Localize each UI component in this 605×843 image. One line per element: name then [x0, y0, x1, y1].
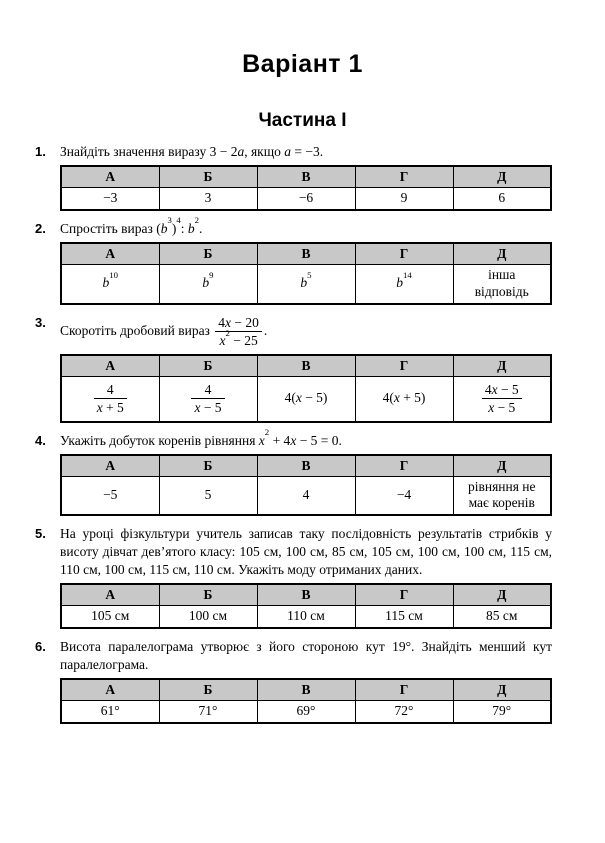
- answer-header-cell: В: [257, 455, 355, 477]
- fraction-denominator: $x^2 - 25$: [219, 327, 258, 349]
- answer-row: [61, 700, 551, 722]
- question-prompt: Укажіть добуток коренів рівняння $x^2 + 4x - 5 = 0$.: [60, 427, 342, 448]
- math-superscript: 5: [307, 269, 312, 280]
- question-item: [35, 215, 552, 305]
- fraction-denominator: x + 5: [96, 400, 124, 416]
- fraction-numerator: 4x − 5: [482, 382, 522, 400]
- question-item: [35, 427, 552, 517]
- math-superscript: 10: [109, 269, 118, 280]
- math-superscript: 9: [209, 269, 214, 280]
- question-item: [35, 638, 552, 724]
- math-variable: x: [225, 314, 232, 330]
- fraction-numerator: 4: [94, 382, 127, 400]
- answer-header-cell: Г: [355, 243, 453, 265]
- math-superscript: 2: [264, 427, 270, 438]
- answer-header-cell: В: [257, 355, 355, 377]
- fraction: [480, 382, 524, 416]
- answer-cell: 3: [159, 187, 257, 209]
- answer-cell: [257, 264, 355, 303]
- answer-table: [60, 678, 552, 724]
- math-variable: b: [160, 220, 168, 236]
- math-variable: b: [300, 275, 308, 291]
- question-prompt: Скоротіть дробовий вираз $\frac{4x - 20}{x^2 - 25}$ .: [60, 314, 268, 349]
- answer-header-cell: Д: [453, 166, 551, 188]
- answer-cell: [61, 376, 159, 422]
- page-title: Варіант 1: [242, 50, 363, 78]
- answer-header-cell: В: [257, 166, 355, 188]
- answer-cell: −5: [61, 476, 159, 515]
- math-variable: b: [396, 275, 403, 291]
- answer-header-cell: В: [257, 584, 355, 606]
- math-superscript: 2: [194, 215, 199, 226]
- answer-cell: 5: [159, 476, 257, 515]
- question-number: 5.: [35, 526, 46, 542]
- answer-cell: −6: [257, 187, 355, 209]
- answer-row: [61, 264, 551, 303]
- answer-header-cell: А: [61, 584, 159, 606]
- question-body: [60, 215, 552, 305]
- question-item: [35, 314, 552, 423]
- answer-cell: [453, 376, 551, 422]
- math-variable: a: [284, 144, 292, 159]
- math-variable: x: [295, 390, 302, 406]
- answer-header-cell: Д: [453, 243, 551, 265]
- answer-header-cell: Г: [355, 584, 453, 606]
- answer-header-row: [61, 455, 551, 477]
- answer-header-row: [61, 679, 551, 701]
- answer-cell: 61°: [61, 700, 159, 722]
- question-item: [35, 525, 552, 629]
- answer-cell: [159, 264, 257, 303]
- math-variable: x: [290, 432, 297, 448]
- answer-header-cell: А: [61, 243, 159, 265]
- answer-cell: 69°: [257, 700, 355, 722]
- answer-header-cell: Б: [159, 243, 257, 265]
- answer-header-row: [61, 166, 551, 188]
- answer-header-cell: Б: [159, 355, 257, 377]
- answer-cell: 85 см: [453, 606, 551, 628]
- question-prompt: Спростіть вираз $(b^3)^4$: $b^2$.: [60, 215, 203, 236]
- questions: [0, 143, 605, 724]
- question-body: [60, 525, 552, 629]
- answer-cell: 110 см: [257, 606, 355, 628]
- fraction-numerator: 4x − 20: [215, 315, 262, 333]
- question-prompt: Висота паралелограма утворює з його стороною кут 19°. Знайдіть менший кут паралелограма.: [60, 639, 552, 672]
- math-variable: x: [491, 381, 498, 397]
- question-number: 6.: [35, 639, 46, 655]
- answer-header-cell: Б: [159, 166, 257, 188]
- answer-header-cell: Д: [453, 679, 551, 701]
- math-variable: a: [237, 144, 245, 159]
- answer-header-cell: Б: [159, 584, 257, 606]
- question-item: [35, 143, 552, 211]
- fraction: [189, 382, 226, 416]
- math-variable: x: [194, 400, 201, 416]
- fraction: [213, 315, 264, 349]
- answer-cell: 79°: [453, 700, 551, 722]
- answer-cell: рівняння не має коренів: [453, 476, 551, 515]
- answer-header-row: [61, 355, 551, 377]
- answer-cell: [61, 264, 159, 303]
- question-body: [60, 427, 552, 517]
- answer-cell: [355, 264, 453, 303]
- answer-cell: 105 см: [61, 606, 159, 628]
- answer-header-cell: Д: [453, 584, 551, 606]
- question-number: 1.: [35, 144, 46, 159]
- math-variable: x: [258, 432, 265, 448]
- answer-table: [60, 454, 552, 517]
- math-superscript: 3: [167, 215, 172, 226]
- math-variable: b: [102, 275, 110, 291]
- math-variable: x: [219, 333, 226, 349]
- math-superscript: 14: [402, 269, 412, 280]
- question-number: 2.: [35, 220, 46, 236]
- answer-header-cell: В: [257, 679, 355, 701]
- answer-cell: інша відповідь: [453, 264, 551, 303]
- math-variable: x: [96, 400, 103, 416]
- math-superscript: 2: [225, 327, 230, 338]
- answer-cell: 4(x + 5): [355, 376, 453, 422]
- answer-cell: 9: [355, 187, 453, 209]
- math-variable: b: [202, 275, 210, 291]
- answer-cell: −4: [355, 476, 453, 515]
- question-body: [60, 143, 552, 211]
- section-title: Частина I: [258, 110, 347, 131]
- answer-header-row: [61, 243, 551, 265]
- answer-header-cell: Б: [159, 679, 257, 701]
- question-number: 3.: [35, 314, 46, 330]
- answer-header-cell: Г: [355, 166, 453, 188]
- answer-cell: 71°: [159, 700, 257, 722]
- answer-header-cell: Д: [453, 355, 551, 377]
- question-prompt: На уроці фізкультури учитель записав таку послідовність результатів стрибків у висоту дівчат дев’ятого класу: 105 см, 100 см, 85 см, 105 см, 100 см, 100 см, 115 см, 110 см, 100 см, 115 см, 110 см. Укажіть моду отриманих даних.: [60, 526, 552, 578]
- answer-header-cell: А: [61, 166, 159, 188]
- answer-cell: 115 см: [355, 606, 453, 628]
- question-body: [60, 314, 552, 423]
- answer-header-cell: Г: [355, 455, 453, 477]
- math-superscript: 4: [176, 215, 181, 226]
- fraction-denominator: x − 5: [488, 400, 516, 416]
- answer-row: [61, 606, 551, 628]
- math-variable: x: [488, 400, 495, 416]
- answer-table: [60, 242, 552, 305]
- math-variable: x: [393, 390, 400, 406]
- answer-cell: 6: [453, 187, 551, 209]
- answer-cell: 100 см: [159, 606, 257, 628]
- answer-row: [61, 187, 551, 209]
- answer-row: [61, 476, 551, 515]
- math-variable: b: [187, 220, 195, 236]
- answer-header-row: [61, 584, 551, 606]
- answer-table: [60, 583, 552, 629]
- fraction-denominator: x − 5: [194, 400, 222, 416]
- answer-cell: 4(x − 5): [257, 376, 355, 422]
- answer-table: [60, 165, 552, 211]
- answer-cell: −3: [61, 187, 159, 209]
- answer-header-cell: А: [61, 679, 159, 701]
- fraction: [92, 382, 129, 416]
- answer-header-cell: Г: [355, 355, 453, 377]
- question-body: [60, 638, 552, 724]
- answer-header-cell: В: [257, 243, 355, 265]
- answer-table: [60, 354, 552, 423]
- answer-cell: [159, 376, 257, 422]
- answer-header-cell: Г: [355, 679, 453, 701]
- answer-cell: 4: [257, 476, 355, 515]
- answer-row: [61, 376, 551, 422]
- answer-header-cell: А: [61, 355, 159, 377]
- answer-header-cell: А: [61, 455, 159, 477]
- answer-header-cell: Б: [159, 455, 257, 477]
- question-number: 4.: [35, 432, 46, 448]
- question-prompt: Знайдіть значення виразу 3 − 2a, якщо a = −3.: [60, 144, 324, 159]
- fraction-numerator: 4: [191, 382, 224, 400]
- answer-cell: 72°: [355, 700, 453, 722]
- answer-header-cell: Д: [453, 455, 551, 477]
